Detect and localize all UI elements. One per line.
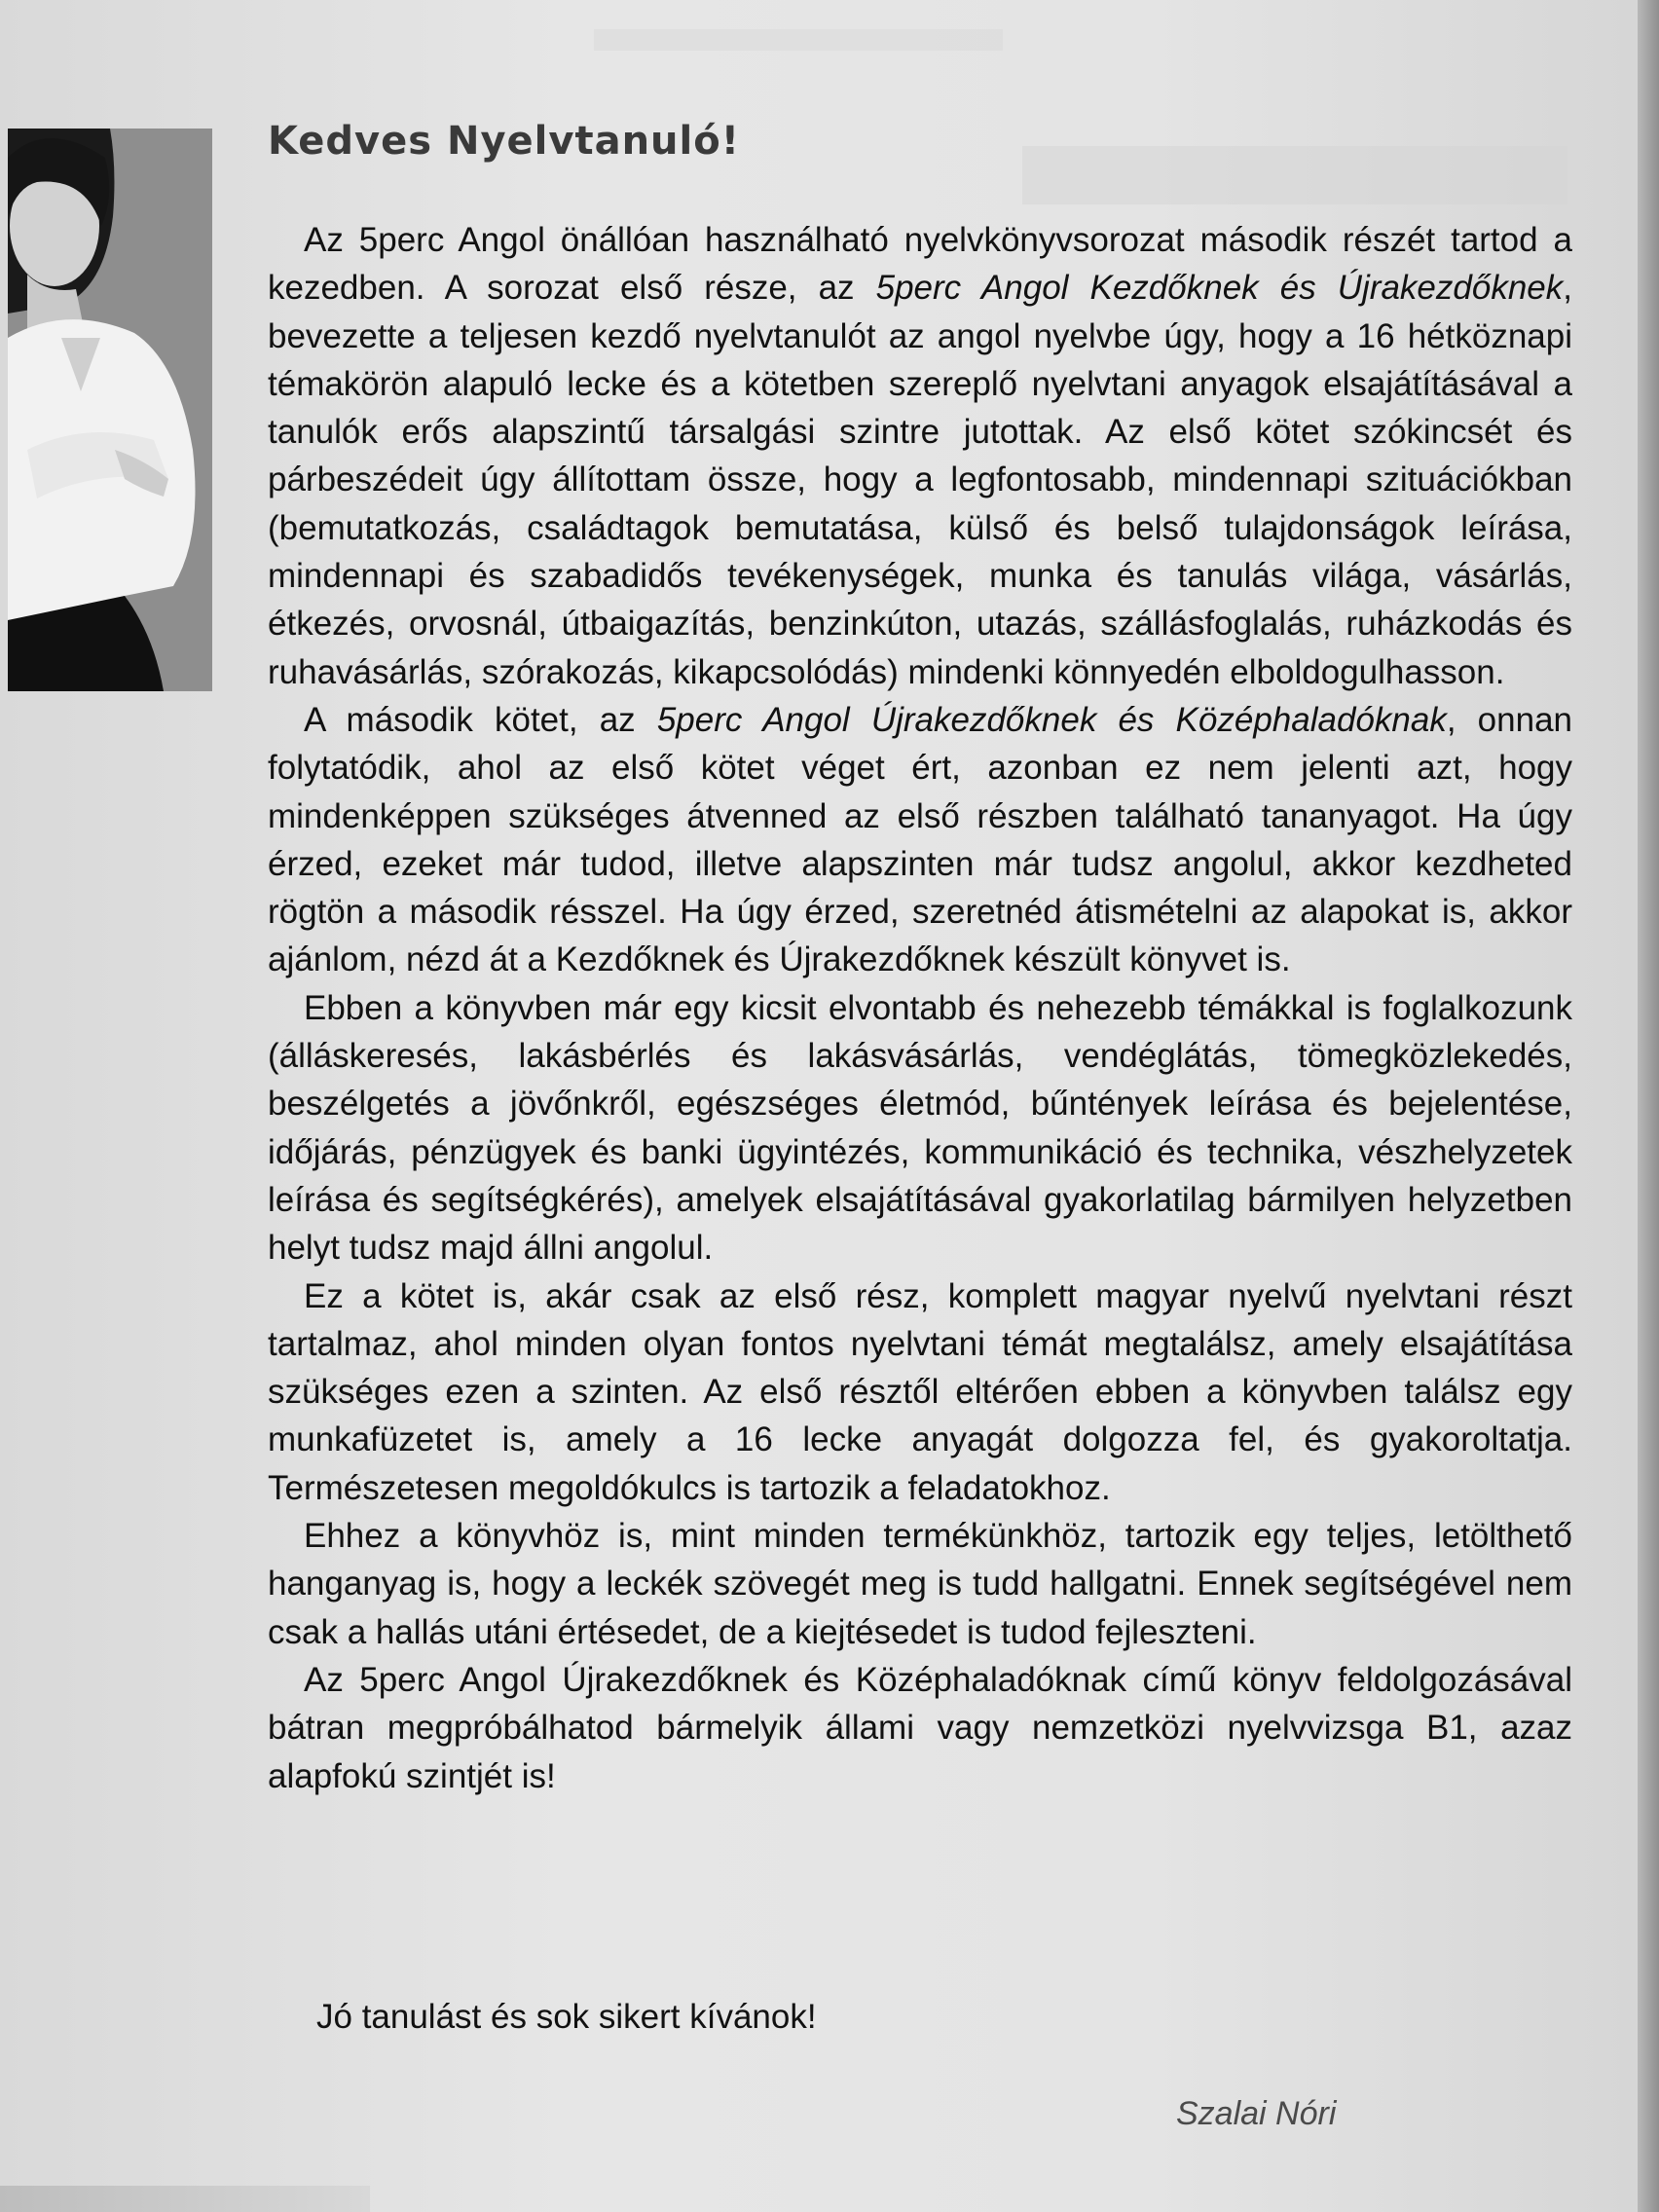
- paragraph-3: [268, 984, 1572, 1272]
- show-through-title: [1022, 146, 1567, 204]
- paragraph-2-book-title: 5perc Angol Újrakezdőknek és Középhaladóknak: [656, 700, 1447, 739]
- author-portrait-image: [8, 129, 212, 691]
- paragraph-2: [268, 696, 1572, 984]
- page-heading: Kedves Nyelvtanuló!: [268, 119, 740, 164]
- author-signature: Szalai Nóri: [1176, 2095, 1337, 2132]
- paragraph-4-text: Ez a kötet is, akár csak az első rész, komplett magyar nyelvű nyelvtani részt tartalmaz, ahol minden olyan fontos nyelvtani témát megtalálsz, amely elsajátítása szükséges ezen a szinten. Az első résztől eltérően ebben a könyvben találsz egy munkafüzetet is, amely a 16 lecke anyagát dolgozza fel, és gyakoroltatja. Természetesen megoldókulcs is tartozik a feladatokhoz.: [268, 1276, 1572, 1507]
- paragraph-2-text-a: A második kötet, az: [304, 700, 657, 739]
- letter-body: [268, 216, 1572, 1800]
- show-through-footer: [0, 2186, 370, 2212]
- author-photo: [8, 129, 212, 691]
- paragraph-2-text-b: , onnan folytatódik, ahol az első kötet véget ért, azonban ez nem jelenti azt, hogy mindenképpen szükséges átvenned az első részben található tananyagot. Ha úgy érzed, ezeket már tudod, illetve alapszinten már tudsz angolul, akkor kezdheted rögtön a második résszel. Ha úgy érzed, szeretnéd átismételni az alapokat is, akkor ajánlom, nézd át a Kezdőknek és Újrakezdőknek készült könyvet is.: [268, 700, 1573, 979]
- paragraph-3-text: Ebben a könyvben már egy kicsit elvontabb és nehezebb témákkal is foglalkozunk (álláskeresés, lakásbérlés és lakásvásárlás, vendéglátás, tömegközlekedés, beszélgetés a jövőnkről, egészséges életmód, bűntények leírása és bejelentése, időjárás, pénzügyek és banki ügyintézés, kommunikáció és technika, vészhelyzetek leírása és segítségkérés), amelyek elsajátításával gyakorlatilag bármilyen helyzetben helyt tudsz majd állni angolul.: [268, 988, 1572, 1268]
- closing-line: Jó tanulást és sok sikert kívánok!: [316, 1998, 817, 2036]
- paragraph-4: [268, 1272, 1572, 1512]
- show-through-header: [594, 29, 1003, 51]
- paragraph-6-text: Az 5perc Angol Újrakezdőknek és Középhaladóknak című könyv feldolgozásával bátran megpróbálhatod bármelyik állami vagy nemzetközi nyelvvizsga B1, azaz alapfokú szintjét is!: [268, 1660, 1572, 1795]
- paragraph-1: [268, 216, 1572, 696]
- paragraph-1-text-b: , bevezette a teljesen kezdő nyelvtanulót az angol nyelvbe úgy, hogy a 16 hétköznapi témakörön alapuló lecke és a kötetben szereplő nyelvtani anyagok elsajátításával a tanulók erős alapszintű társalgási szintre jutottak. Az első kötet szókincsét és párbeszédeit úgy állítottam össze, hogy a legfontosabb, mindennapi szituációkban (bemutatkozás, családtagok bemutatása, külső és belső tulajdonságok leírása, mindennapi és szabadidős tevékenységek, munka és tanulás világa, vásárlás, étkezés, orvosnál, útbaigazítás, benzinkúton, utazás, szállásfoglalás, ruházkodás és ruhavásárlás, szórakozás, kikapcsolódás) mindenki könnyedén elboldogulhasson.: [268, 269, 1572, 691]
- paragraph-5: [268, 1512, 1572, 1656]
- paragraph-6: [268, 1656, 1572, 1800]
- paragraph-1-book-title: 5perc Angol Kezdőknek és Újrakezdőknek: [875, 269, 1564, 308]
- page-edge: [1638, 0, 1659, 2212]
- paragraph-1-text-a: Az 5perc Angol önállóan használható nyelvkönyvsorozat második részét tartod a kezedben. A sorozat első része, az: [268, 221, 1572, 308]
- paragraph-5-text: Ehhez a könyvhöz is, mint minden termékünkhöz, tartozik egy teljes, letölthető hanganyag is, hogy a leckék szövegét meg is tudd hallgatni. Ennek segítségével nem csak a hallás utáni értésedet, de a kiejtésedet is tudod fejleszteni.: [268, 1517, 1572, 1651]
